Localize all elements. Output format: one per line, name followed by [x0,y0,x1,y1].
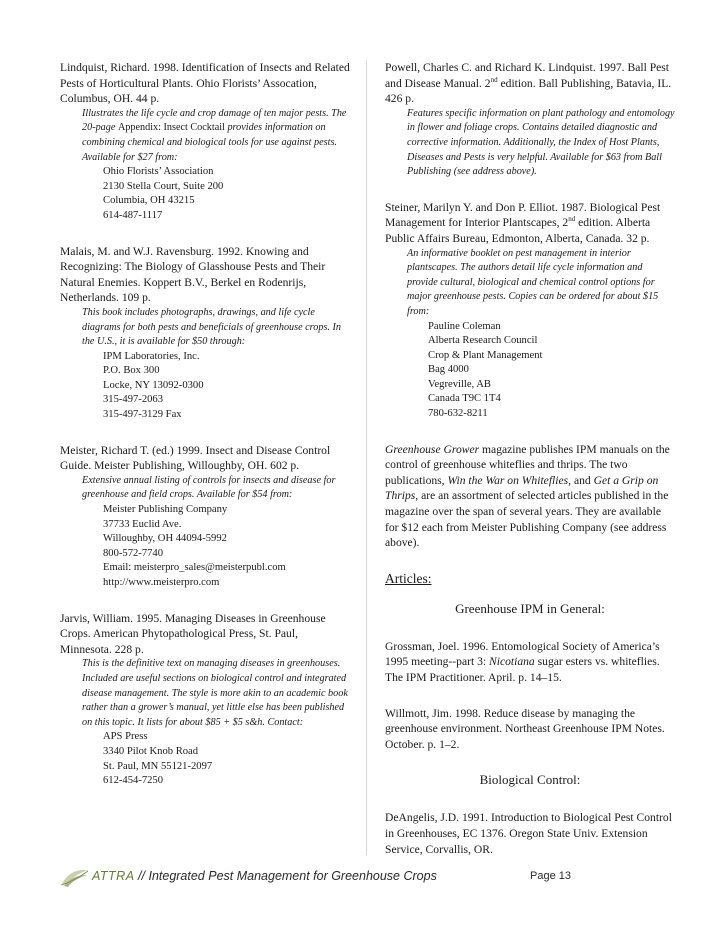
ref-steiner [385,200,675,422]
ref-willmott: Willmott, Jim. 1998. Reduce disease by managing the greenhouse environment. Northeast Greenhouse IPM Notes. October. p. 1–2. [385,706,665,751]
website-text: http://www.meisterpro.com [103,577,220,588]
ref-citation: Malais, M. and W.J. Ravensburg. 1992. Knowing and Recognizing: The Biology of Glasshouse Pests and Their Natural Enemies. Koppert B.V., Berkel en Rodenrijs, Netherlands. 109 p. [60,244,326,305]
subheading-biological: Biological Control: [479,772,581,788]
right-column [385,60,675,877]
ref-citation: Steiner, Marilyn Y. and Don P. Elliot. 1987. Biological Pest Management for Interior Plantscapes, 2nd edition. Alberta Public Affairs Bureau, Edmonton, Alberta, Canada. 32 p. [385,200,661,245]
ref-deangelis: DeAngelis, J.D. 1991. Introduction to Biological Pest Control in Greenhouses, EC 1376. Oregon State Univ. Extension Service, Corvallis, OR. [385,811,672,856]
footer-title [92,869,437,883]
ref-address: Meister Publishing Company 37733 Euclid Ave. Willoughby, OH 44094-5992 800-572-7740 Email: meisterpro_sales@meisterpubl.com http://www.meisterpro.com [103,503,350,591]
ref-annotation: Extensive annual listing of controls for insects and disease for greenhouse and field crops. Available for $54 from: [82,474,336,501]
ref-annotation: This is the definitive text on managing diseases in greenhouses. Included are useful sections on biological control and integrated disease management. The style is more akin to an academic book rather than a grower’s manual, yet little else has been published on this topic. It lists for about $85 + $5 s&h. Contact: [82,658,348,728]
left-column [60,60,350,809]
ref-annotation: Illustrates the life cycle and crop damage of ten major pests. The 20-page Appendix: Insect Cocktail provides information on combining chemical and biological tools for use against pests. Available for $27 from: [82,107,347,163]
ref-powell [385,60,675,180]
ref-address: Ohio Florists’ Association 2130 Stella Court, Suite 200 Columbia, OH 43215 614-487-1117 [103,166,224,221]
ref-address: Pauline Coleman Alberta Research Council Crop & Plant Management Bag 4000 Vegreville, AB Canada T9C 1T4 780-632-8211 [428,320,543,420]
column-divider [366,60,367,855]
ref-address: IPM Laboratories, Inc. P.O. Box 300 Locke, NY 13092-0300 315-497-2063 315-497-3129 Fax [103,350,204,421]
ref-lindquist [60,60,350,224]
ref-annotation: Features specific information on plant pathology and entomology in flower and foliage crops. Contains detailed diagnostic and corrective information. Additionally, the Index of Host Plants, Diseases and Pests is very helpful. Available for $63 from Ball Publishing (see address above). [407,107,675,178]
footer-publication-title: Integrated Pest Management for Greenhouse Crops [148,869,437,883]
ref-malais [60,244,350,423]
ref-grossman: Grossman, Joel. 1996. Entomological Society of America’s 1995 meeting--part 3: Nicotiana sugar esters vs. whiteflies. The IPM Practitioner. April. p. 14–15. [385,639,660,684]
ref-jarvis [60,611,350,789]
ref-meister [60,443,350,591]
greenhouse-grower-paragraph: Greenhouse Grower magazine publishes IPM manuals on the control of greenhouse whiteflies and thrips. The two publications, Win the War on Whiteflies, and Get a Grip on Thrips, are an assortment of selected articles published in the magazine over the span of several years. They are available for $12 each from Meister Publishing Company (see address above). [385,442,670,550]
subheading-general: Greenhouse IPM in General: [455,600,605,616]
ref-annotation: An informative booklet on pest management in interior plantscapes. The authors detail life cycle information and provide cultural, biological and chemical control options for major greenhouse pests. Copies can be ordered for about $15 from: [407,247,659,317]
footer-brand: ATTRA [92,869,135,883]
ref-address: APS Press 3340 Pilot Knob Road St. Paul, MN 55121-2097 612-454-7250 [103,731,213,787]
page-footer [60,866,580,888]
ref-annotation: This book includes photographs, drawings, and life cycle diagrams for both pests and beneficials of greenhouse crops. In the U.S., it is available for $50 through: [82,306,342,348]
footer-separator: // [138,869,145,883]
ref-citation: Meister, Richard T. (ed.) 1999. Insect and Disease Control Guide. Meister Publishing, Willoughby, OH. 602 p. [60,443,331,473]
ref-citation: Jarvis, William. 1995. Managing Diseases in Greenhouse Crops. American Phytopathological Press, St. Paul, Minnesota. 228 p. [60,611,326,656]
attra-leaf-logo-icon [60,866,90,888]
articles-heading: Articles: [385,570,432,586]
email-text: Email: meisterpro_sales@meisterpubl.com [103,562,286,574]
page-number: Page 13 [530,870,571,882]
ref-citation: Lindquist, Richard. 1998. Identification of Insects and Related Pests of Horticultural Plants. Ohio Florists’ Assocation, Columbus, OH. 44 p. [60,61,350,106]
ref-citation: Powell, Charles C. and Richard K. Lindquist. 1997. Ball Pest and Disease Manual. 2nd edition. Ball Publishing, Batavia, IL. 426 p. [385,61,672,106]
